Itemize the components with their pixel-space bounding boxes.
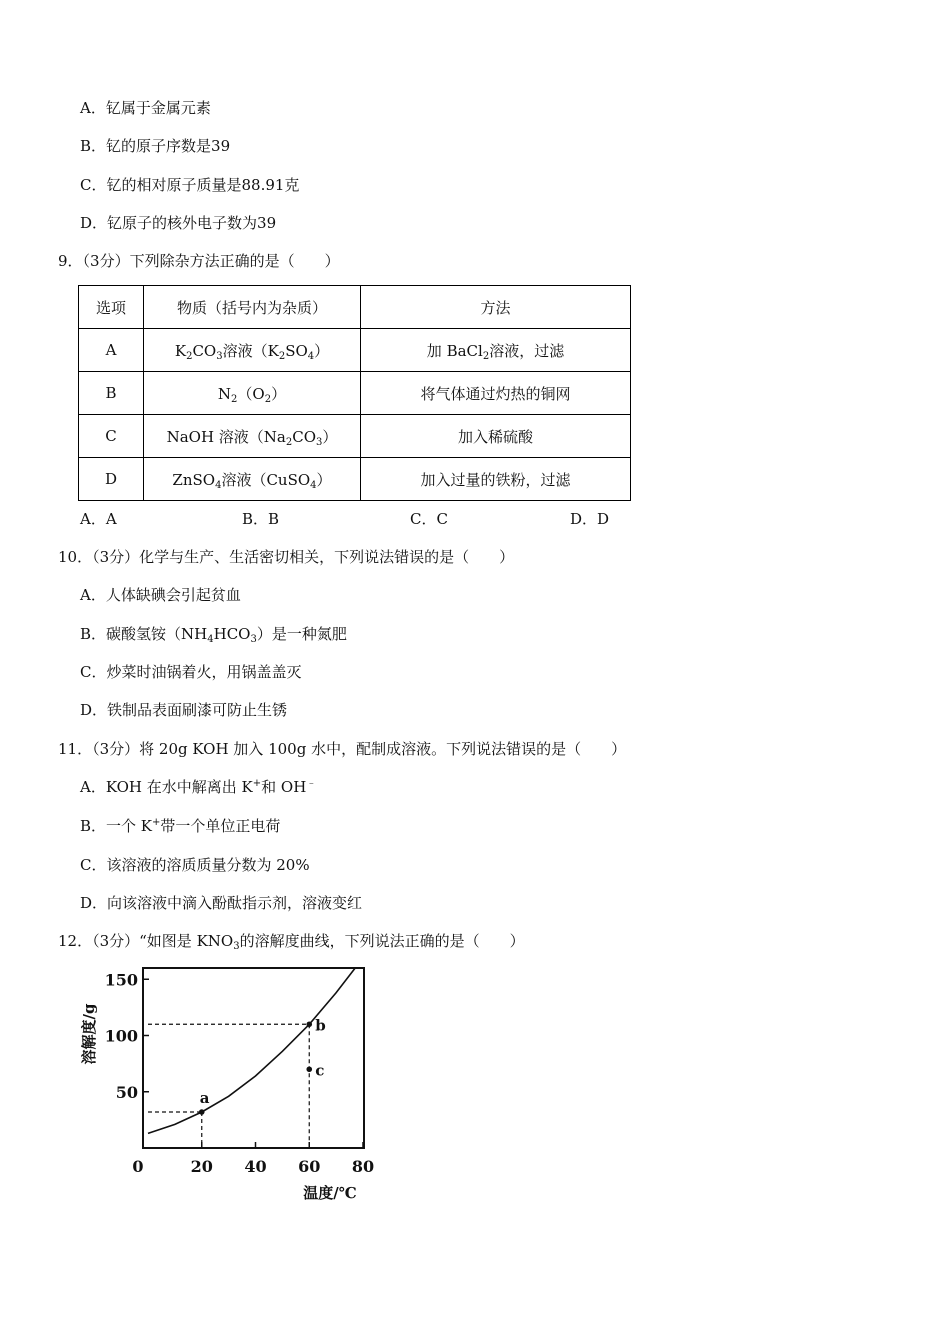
solubility-chart — [80, 962, 380, 1207]
q11-option-d: D．向该溶液中滴入酚酞指示剂，溶液变红 — [80, 894, 363, 912]
x-tick-label: 80 — [351, 1157, 375, 1176]
plot-frame — [143, 968, 364, 1148]
q11-option-c: C．该溶液的溶质质量分数为 20% — [80, 856, 310, 874]
table-cell-substance: $N_2(O_2)$ — [144, 372, 361, 415]
q11-option-b: B．一个 K+带一个单位正电荷 — [80, 817, 281, 835]
point-label-b: b — [315, 1016, 326, 1035]
y-tick-label: 150 — [104, 970, 138, 990]
data-points — [199, 1016, 326, 1115]
table-row — [79, 415, 631, 458]
x-tick-label: 40 — [244, 1157, 267, 1176]
y-tick-label: 100 — [104, 1026, 138, 1046]
table-cell-method: 加 BaCl$_2$溶液，过滤 — [361, 329, 631, 372]
q8-option-c: C．钇的相对原子质量是88.91克 — [80, 176, 300, 194]
y-tick-label: 50 — [115, 1082, 138, 1102]
q8-option-b: B．钇的原子序数是39 — [80, 137, 231, 155]
q10-option-c: C．炒菜时油锅着火，用锅盖盖灭 — [80, 663, 302, 681]
q9-choice-a: A．A — [80, 510, 117, 528]
table-header-cell: 选项 — [79, 286, 144, 329]
q9-stem: 9．（3分）下列除杂方法正确的是（ ） — [58, 252, 340, 270]
table-cell-substance: ZnSO$_4$溶液（CuSO$_4$） — [144, 458, 361, 501]
table-cell-option: D — [79, 458, 144, 501]
table-cell-option: C — [79, 415, 144, 458]
table-row — [79, 372, 631, 415]
x-tick-label: 0 — [132, 1157, 144, 1176]
x-tick-label: 60 — [298, 1157, 321, 1176]
table-row — [79, 329, 631, 372]
q10-option-a: A．人体缺碘会引起贫血 — [80, 586, 241, 604]
table-cell-substance: $K_2CO_3$溶液$(K_2SO_4)$ — [144, 329, 361, 372]
table-cell-method: 加入过量的铁粉，过滤 — [361, 458, 631, 501]
table-cell-option: A — [79, 329, 144, 372]
point-b — [306, 1021, 312, 1027]
x-tick-label: 20 — [190, 1157, 213, 1176]
table-cell-substance: NaOH 溶液$(Na_2CO_3)$ — [144, 415, 361, 458]
q9-choice-b: B．B — [242, 510, 280, 528]
q10-stem: 10．（3分）化学与生产、生活密切相关，下列说法错误的是（ ） — [58, 548, 515, 566]
x-axis-label: 温度/℃ — [303, 1184, 357, 1202]
q10-option-d: D．铁制品表面刷漆可防止生锈 — [80, 701, 288, 719]
q12-stem: 12．（3分）“如图是 $KNO_3$的溶解度曲线，下列说法正确的是（ ） — [58, 932, 525, 952]
q9-choice-c: C．C — [410, 510, 448, 528]
q8-option-d: D．钇原子的核外电子数为39 — [80, 214, 277, 232]
q11-option-a: A．KOH 在水中解离出 K+和 OH﹣ — [80, 778, 317, 796]
point-c — [306, 1066, 312, 1072]
point-label-c: c — [315, 1061, 325, 1080]
table-row — [79, 458, 631, 501]
q8-option-a: A．钇属于金属元素 — [80, 99, 211, 117]
table-cell-method: 加入稀硫酸 — [361, 415, 631, 458]
solubility-curve — [148, 968, 355, 1133]
q11-stem: 11．（3分）将 20g KOH 加入 100g 水中，配制成溶液。下列说法错误的是（ ） — [58, 740, 627, 758]
table-cell-method: 将气体通过灼热的铜网 — [361, 372, 631, 415]
point-a — [199, 1109, 205, 1115]
y-axis-label: 溶解度/g — [80, 1003, 98, 1065]
point-label-a: a — [199, 1089, 210, 1107]
q10-option-b: B．碳酸氢铵$(NH_4HCO_3)$是一种氮肥 — [80, 625, 347, 645]
table-header-cell: 方法 — [361, 286, 631, 329]
guide-lines — [148, 1024, 309, 1148]
table-cell-option: B — [79, 372, 144, 415]
q9-choice-d: D．D — [570, 510, 610, 528]
table-header-row — [79, 286, 631, 329]
q9-table — [78, 285, 631, 501]
table-header-cell: 物质（括号内为杂质） — [144, 286, 361, 329]
